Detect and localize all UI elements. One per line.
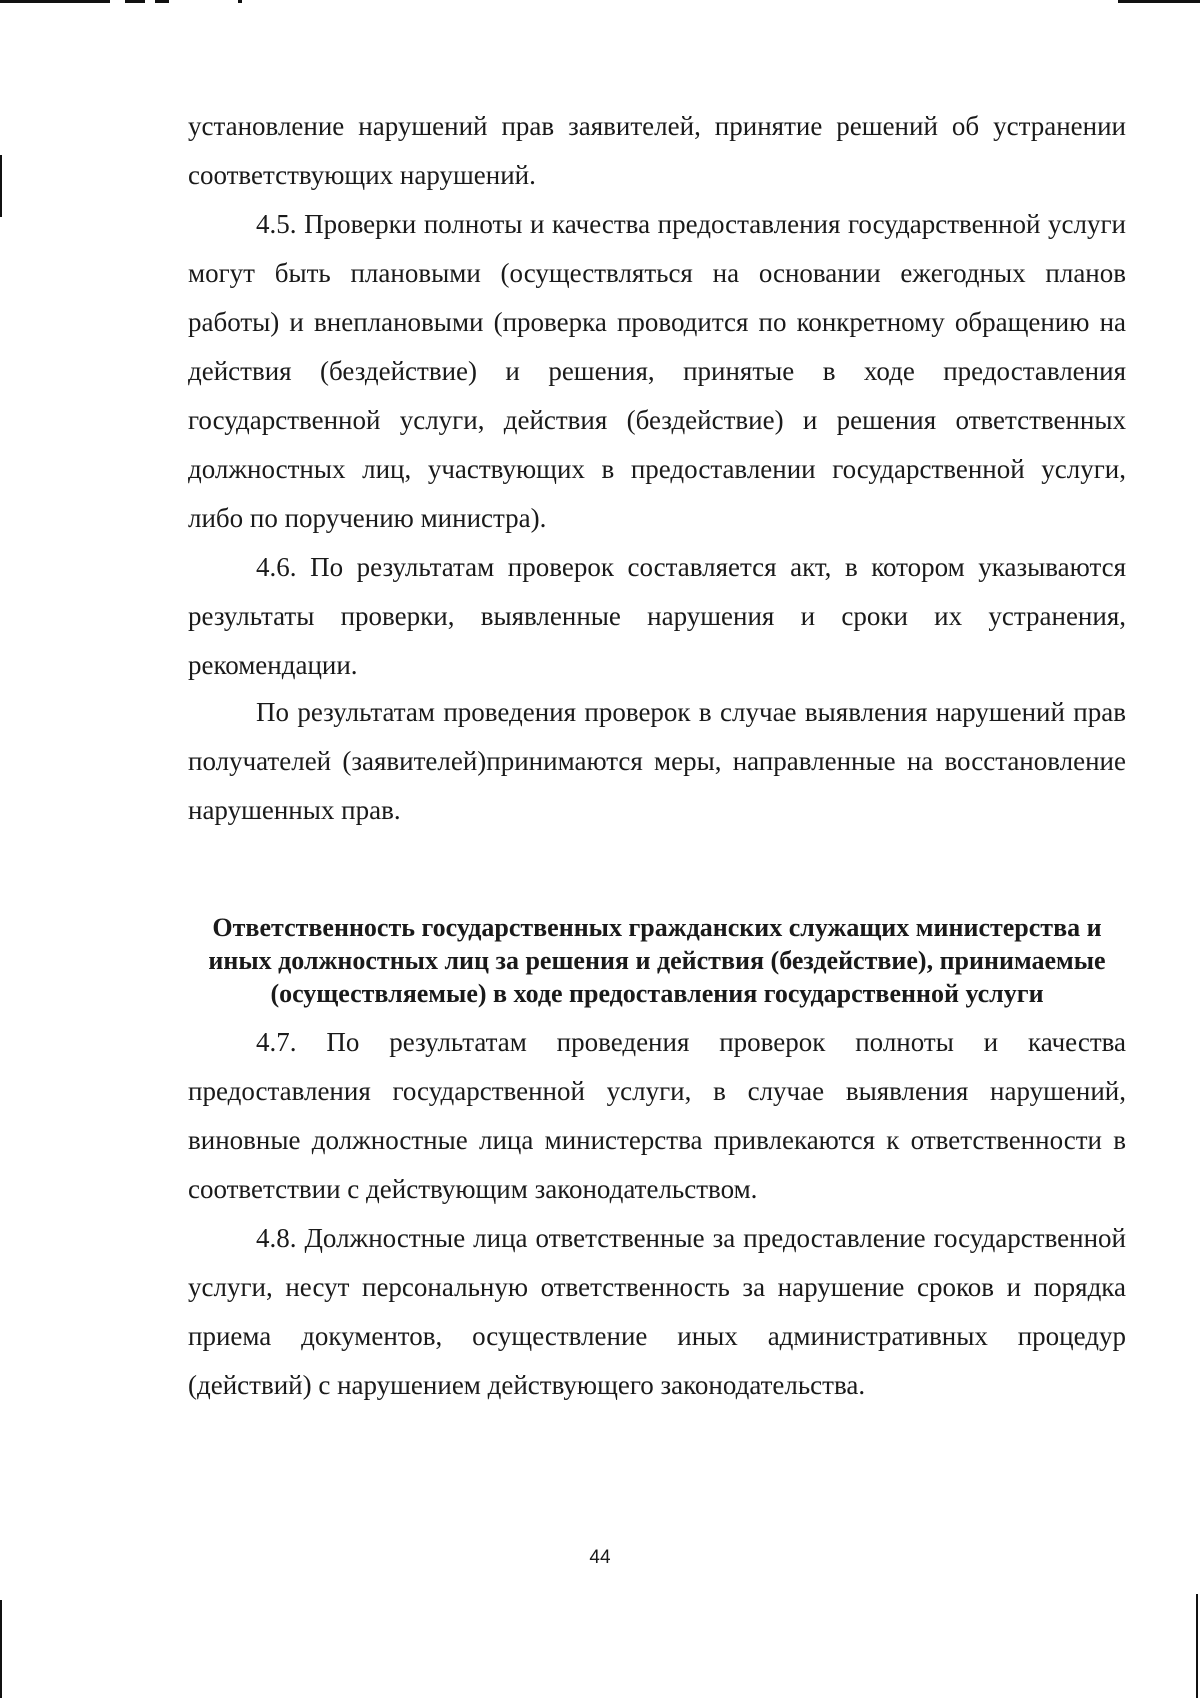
- paragraph-continuation: установление нарушений прав заявителей, принятие решений об устранении соответствующих нарушений.: [188, 111, 1126, 190]
- paragraph-4-6: 4.6. По результатам проверок составляется акт, в котором указываются результаты проверки, выявленные нарушения и сроки их устранения, рекомендации.: [188, 552, 1126, 680]
- scan-artifact-left-edge: [0, 155, 2, 217]
- scan-artifact-top-left: [0, 0, 110, 3]
- paragraph-measures: По результатам проведения проверок в случае выявления нарушений прав получателей (заявителей)принимаются меры, направленные на восстановление нарушенных прав.: [188, 697, 1126, 825]
- paragraph-4-5: 4.5. Проверки полноты и качества предоставления государственной услуги могут быть плановыми (осуществляться на основании ежегодных планов работы) и внеплановыми (проверка проводится по конкретному обращению на действия (бездействие) и решения, принятые в ходе предоставления государственной услуги, действия (бездействие) и решения ответственных должностных лиц, участвующих в предоставлении государственной услуги, либо по поручению министра).: [188, 209, 1126, 533]
- section-heading: Ответственность государственных гражданских служащих министерства и иных должностных лиц за решения и действия (бездействие), принимаемые (осуществляемые) в ходе предоставления государственной услуги: [208, 913, 1106, 1008]
- paragraph-4-8: 4.8. Должностные лица ответственные за предоставление государственной услуги, несут персональную ответственность за нарушение сроков и порядка приема документов, осуществление иных административных процедур (действий) с нарушением действующего законодательства.: [188, 1223, 1126, 1400]
- scan-artifact-top-left-3: [155, 0, 169, 3]
- scan-artifact-top-left-4: [238, 0, 242, 3]
- document-body: [188, 102, 1126, 1410]
- paragraph-4-7: 4.7. По результатам проведения проверок полноты и качества предоставления государственной услуги, в случае выявления нарушений, виновные должностные лица министерства привлекаются к ответственности в соответствии с действующим законодательством.: [188, 1027, 1126, 1204]
- scan-artifact-left-edge-2: [0, 1600, 2, 1698]
- scan-artifact-top-left-2: [125, 0, 145, 3]
- page-number: 44: [589, 1547, 611, 1568]
- scan-artifact-right-edge: [1196, 1594, 1198, 1698]
- scan-artifact-top-right: [1118, 0, 1200, 3]
